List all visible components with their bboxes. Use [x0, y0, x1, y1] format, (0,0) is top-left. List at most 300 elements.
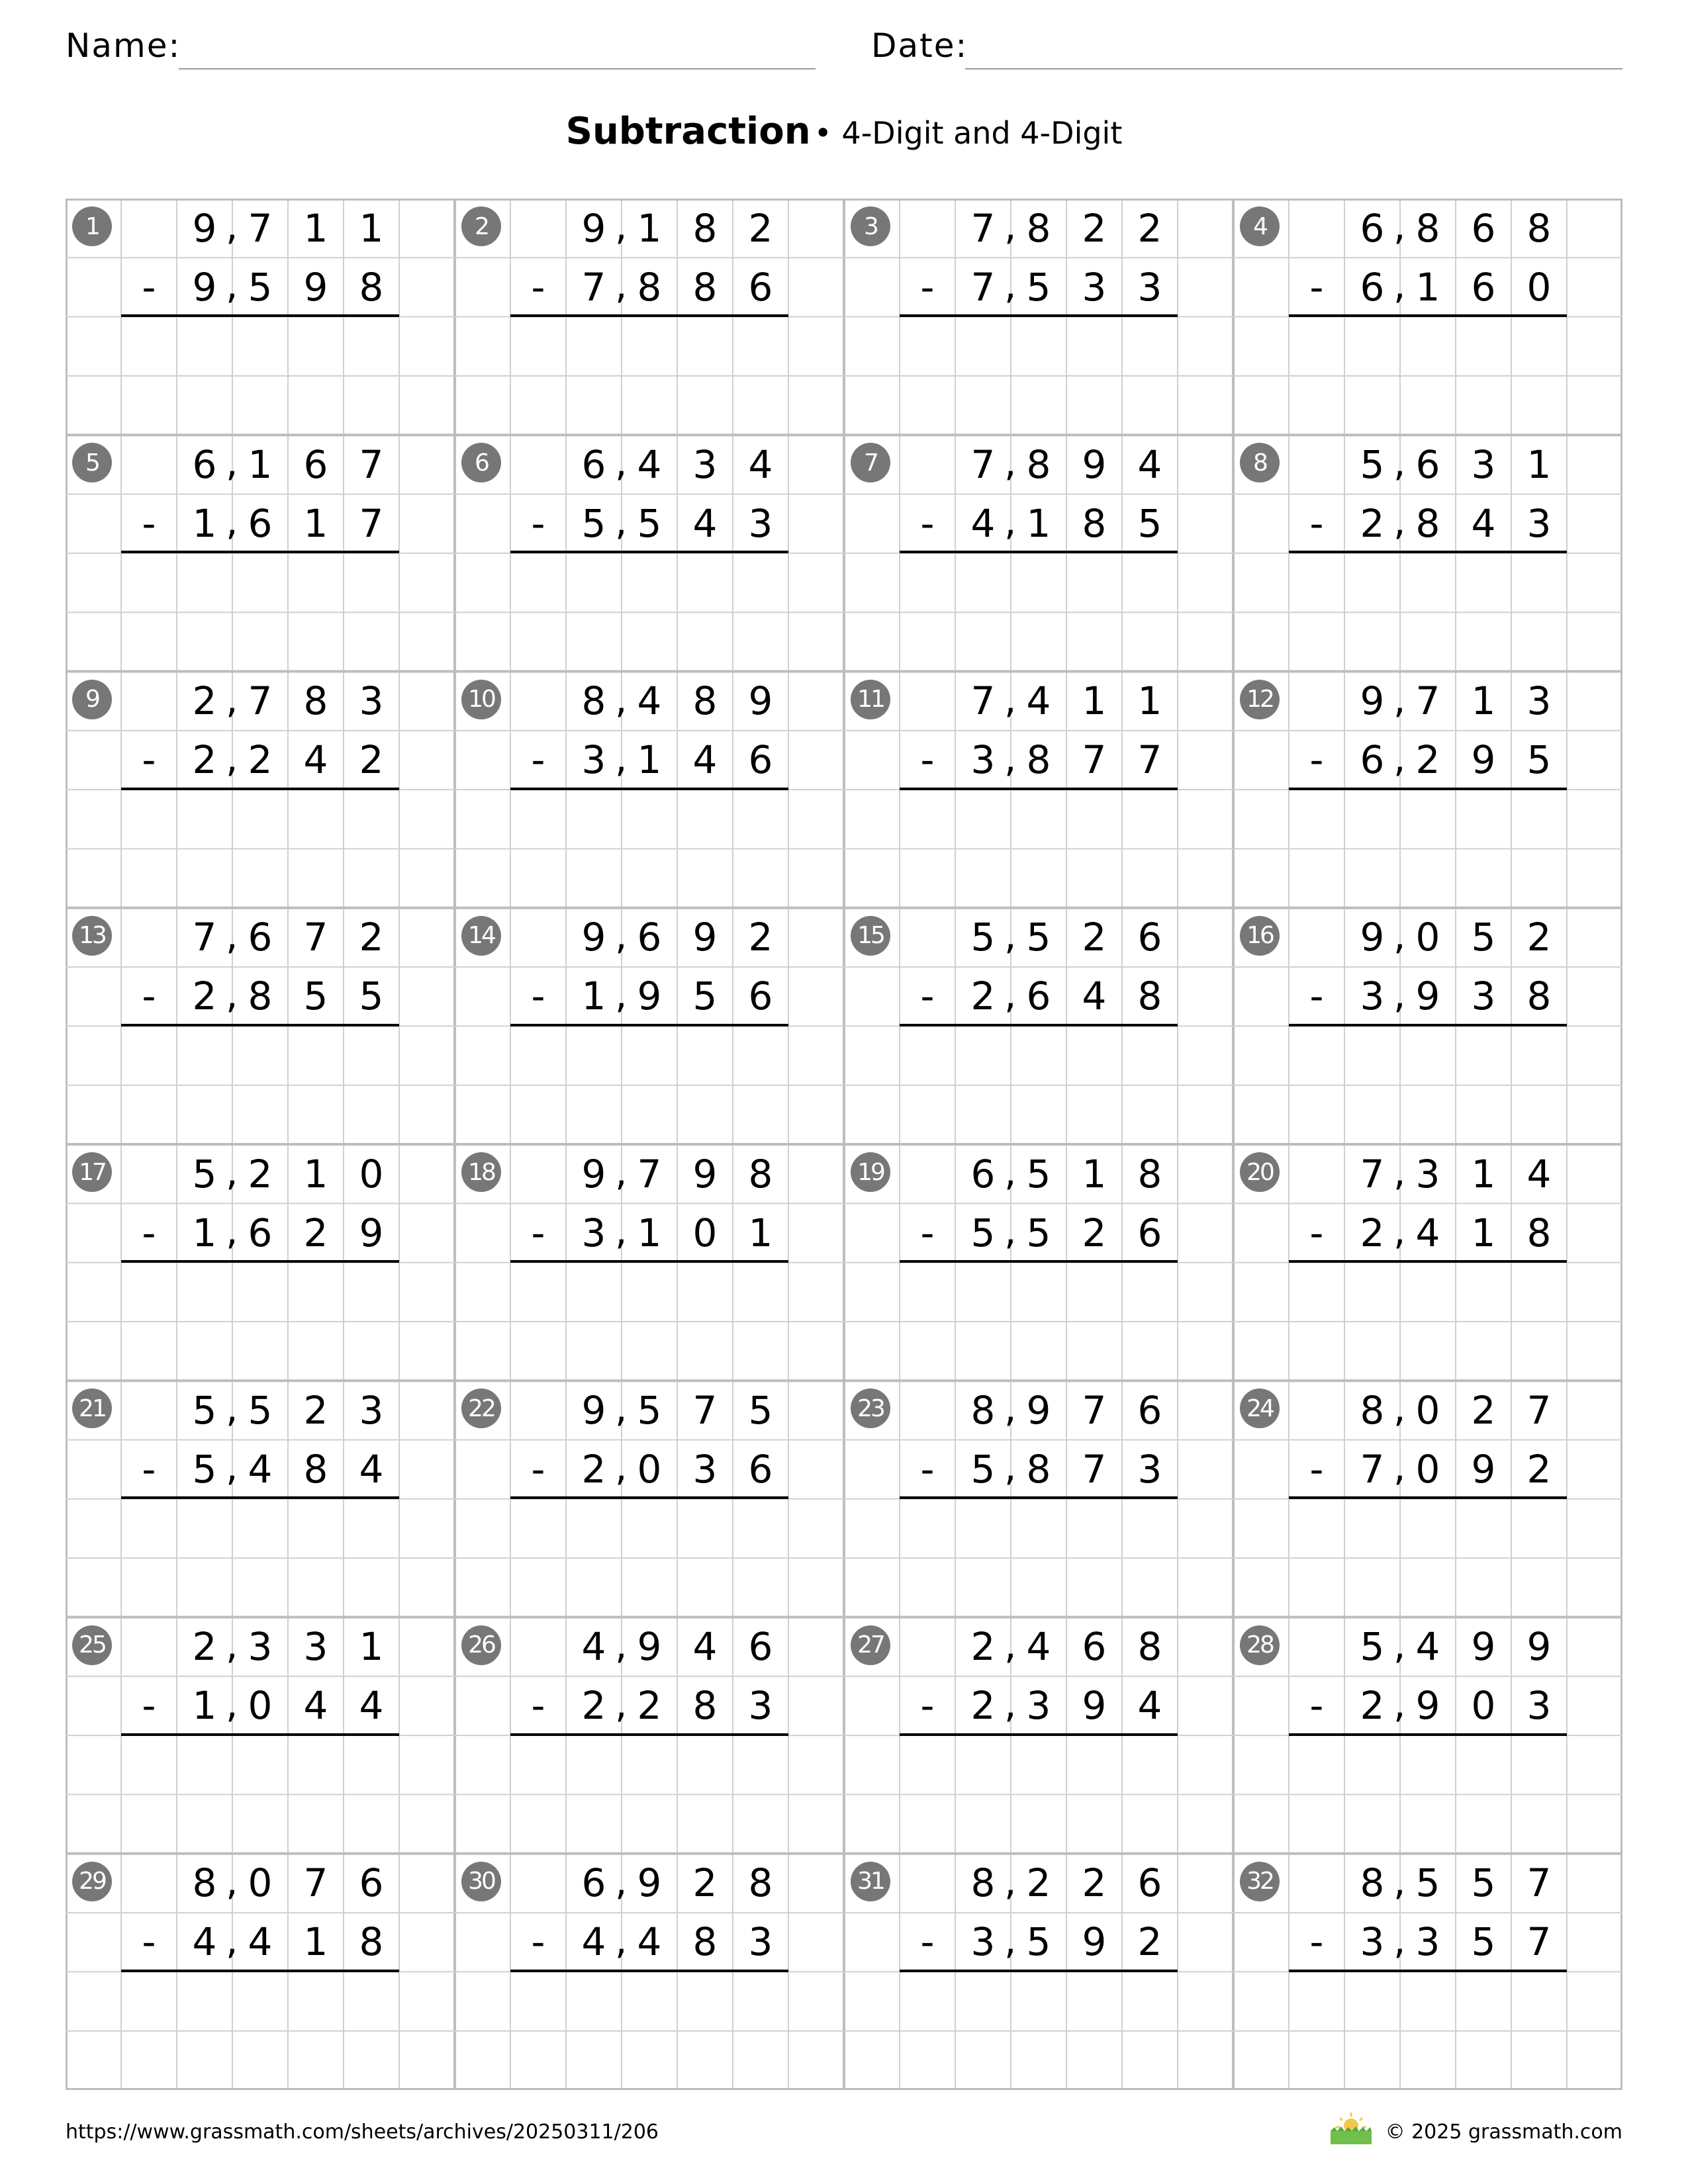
problem-21 — [66, 1381, 455, 1617]
digit: 6 — [359, 1860, 384, 1906]
digit: 9 — [1082, 1683, 1107, 1728]
digit: 0 — [1415, 1446, 1440, 1492]
subtrahend — [900, 967, 1178, 1026]
minus-sign: - — [531, 974, 545, 1019]
digit: 3 — [248, 1624, 273, 1669]
digit: 1 — [637, 1210, 662, 1255]
problem-number-badge: 16 — [1240, 916, 1280, 956]
digit: 1 — [1026, 500, 1051, 546]
digit: 1 — [581, 974, 606, 1019]
digit: 7 — [692, 1387, 718, 1433]
thousands-comma: , — [1004, 1917, 1017, 1963]
digit: 6 — [1137, 1387, 1162, 1433]
footer-url: https://www.grassmath.com/sheets/archives/20250311/206 — [66, 2120, 659, 2144]
digit: 5 — [692, 974, 718, 1019]
minuend — [121, 435, 399, 494]
problem-number-badge: 14 — [461, 916, 501, 956]
digit: 5 — [1137, 500, 1162, 546]
answer-area[interactable] — [121, 1973, 399, 2085]
digit: 5 — [303, 974, 328, 1019]
thousands-comma: , — [226, 1386, 238, 1432]
minuend — [1289, 1381, 1567, 1439]
digit: 9 — [303, 264, 328, 310]
digit: 8 — [359, 1919, 384, 1965]
answer-line — [1289, 314, 1567, 317]
digit: 6 — [1082, 1624, 1107, 1669]
answer-area[interactable] — [121, 791, 399, 903]
digit: 2 — [1137, 1919, 1162, 1965]
minuend — [510, 435, 788, 494]
minuend — [1289, 1854, 1567, 1913]
answer-area[interactable] — [121, 1027, 399, 1140]
answer-area[interactable] — [900, 1263, 1178, 1376]
minuend — [1289, 908, 1567, 967]
problem-20 — [1233, 1144, 1622, 1381]
digit: 7 — [1360, 1151, 1385, 1197]
digit: 2 — [192, 1624, 217, 1669]
answer-area[interactable] — [1289, 1973, 1567, 2085]
digit: 4 — [637, 441, 662, 487]
digit: 3 — [1471, 974, 1496, 1019]
thousands-comma: , — [226, 913, 238, 958]
minuend — [900, 435, 1178, 494]
minuend — [510, 1854, 788, 1913]
problem-number-badge: 9 — [72, 680, 112, 719]
answer-area[interactable] — [900, 1500, 1178, 1612]
minus-sign: - — [1309, 500, 1324, 546]
answer-area[interactable] — [1289, 318, 1567, 430]
digit: 6 — [581, 441, 606, 487]
thousands-comma: , — [1004, 913, 1017, 958]
name-label: Name: — [66, 26, 181, 65]
digit: 2 — [692, 1860, 718, 1906]
digit: 4 — [1526, 1151, 1552, 1197]
answer-line — [121, 1024, 399, 1026]
thousands-comma: , — [226, 972, 238, 1017]
title-sub: • 4-Digit and 4-Digit — [814, 115, 1123, 151]
problem-number-badge: 4 — [1240, 206, 1280, 246]
problem-number-badge: 15 — [851, 916, 890, 956]
digit: 1 — [359, 205, 384, 251]
problem-17 — [66, 1144, 455, 1381]
digit: 8 — [748, 1860, 773, 1906]
problem-10 — [455, 672, 844, 908]
digit: 2 — [1360, 500, 1385, 546]
minuend — [121, 199, 399, 257]
minus-sign: - — [1309, 974, 1324, 1019]
problem-8 — [1233, 435, 1622, 671]
answer-line — [510, 1733, 788, 1736]
digit: 7 — [970, 205, 996, 251]
digit: 8 — [1526, 974, 1552, 1019]
minus-sign: - — [531, 1210, 545, 1255]
answer-line — [510, 1970, 788, 1972]
digit: 4 — [581, 1624, 606, 1669]
minuend — [510, 1381, 788, 1439]
answer-area[interactable] — [510, 318, 788, 430]
digit: 7 — [1526, 1919, 1552, 1965]
digit: 5 — [970, 915, 996, 960]
digit: 1 — [1137, 678, 1162, 723]
digit: 9 — [1415, 974, 1440, 1019]
subtrahend — [900, 1913, 1178, 1972]
problem-5 — [66, 435, 455, 671]
digit: 3 — [1026, 1683, 1051, 1728]
digit: 9 — [1526, 1624, 1552, 1669]
answer-line — [900, 1970, 1178, 1972]
answer-area[interactable] — [900, 554, 1178, 666]
problem-27 — [844, 1617, 1233, 1854]
thousands-comma: , — [1004, 204, 1017, 249]
subtrahend — [510, 1203, 788, 1262]
digit: 8 — [1026, 737, 1051, 782]
subtrahend — [1289, 1913, 1567, 1972]
thousands-comma: , — [1393, 1386, 1406, 1432]
digit: 5 — [970, 1446, 996, 1492]
answer-line — [1289, 1970, 1567, 1972]
digit: 8 — [637, 264, 662, 310]
digit: 4 — [637, 1919, 662, 1965]
digit: 2 — [1526, 1446, 1552, 1492]
problem-number-badge: 2 — [461, 206, 501, 246]
thousands-comma: , — [615, 440, 628, 486]
digit: 7 — [970, 264, 996, 310]
answer-line — [900, 1496, 1178, 1499]
digit: 7 — [637, 1151, 662, 1197]
problem-19 — [844, 1144, 1233, 1381]
digit: 2 — [1082, 1210, 1107, 1255]
digit: 5 — [1360, 1624, 1385, 1669]
digit: 6 — [248, 915, 273, 960]
thousands-comma: , — [226, 1150, 238, 1195]
digit: 7 — [248, 205, 273, 251]
problem-6 — [455, 435, 844, 671]
digit: 9 — [692, 915, 718, 960]
thousands-comma: , — [615, 1208, 628, 1253]
digit: 6 — [748, 1624, 773, 1669]
digit: 1 — [359, 1624, 384, 1669]
digit: 1 — [748, 1210, 773, 1255]
thousands-comma: , — [226, 1858, 238, 1904]
answer-area[interactable] — [900, 1973, 1178, 2085]
problem-number-badge: 23 — [851, 1388, 890, 1428]
subtrahend — [121, 1913, 399, 1972]
answer-area[interactable] — [121, 318, 399, 430]
minus-sign: - — [142, 500, 156, 546]
answer-area[interactable] — [1289, 1737, 1567, 1849]
problem-number-badge: 30 — [461, 1862, 501, 1901]
digit: 5 — [1526, 737, 1552, 782]
minus-sign: - — [1309, 1919, 1324, 1965]
digit: 5 — [192, 1151, 217, 1197]
answer-area[interactable] — [510, 554, 788, 666]
digit: 8 — [692, 1919, 718, 1965]
thousands-comma: , — [1393, 263, 1406, 308]
digit: 7 — [1082, 1387, 1107, 1433]
subtrahend — [1289, 1439, 1567, 1498]
digit: 1 — [303, 205, 328, 251]
subtrahend — [1289, 731, 1567, 790]
digit: 1 — [1526, 441, 1552, 487]
digit: 4 — [581, 1919, 606, 1965]
answer-area[interactable] — [510, 1973, 788, 2085]
digit: 5 — [248, 264, 273, 310]
subtrahend — [121, 1676, 399, 1735]
thousands-comma: , — [1393, 440, 1406, 486]
thousands-comma: , — [226, 263, 238, 308]
thousands-comma: , — [1393, 913, 1406, 958]
answer-area[interactable] — [510, 791, 788, 903]
digit: 2 — [1415, 737, 1440, 782]
answer-area[interactable] — [510, 1500, 788, 1612]
digit: 3 — [1360, 1919, 1385, 1965]
minus-sign: - — [1309, 1446, 1324, 1492]
digit: 4 — [248, 1446, 273, 1492]
digit: 3 — [1360, 974, 1385, 1019]
digit: 1 — [303, 1151, 328, 1197]
minus-sign: - — [920, 1919, 935, 1965]
digit: 4 — [303, 737, 328, 782]
problem-number-badge: 11 — [851, 680, 890, 719]
subtrahend — [121, 494, 399, 553]
answer-area[interactable] — [1289, 554, 1567, 666]
digit: 3 — [748, 1683, 773, 1728]
problem-26 — [455, 1617, 844, 1854]
digit: 9 — [692, 1151, 718, 1197]
digit: 3 — [303, 1624, 328, 1669]
problem-number-badge: 8 — [1240, 443, 1280, 482]
digit: 6 — [1360, 737, 1385, 782]
answer-area[interactable] — [121, 1500, 399, 1612]
problem-number-badge: 21 — [72, 1388, 112, 1428]
answer-area[interactable] — [510, 1263, 788, 1376]
digit: 7 — [970, 441, 996, 487]
digit: 9 — [581, 205, 606, 251]
thousands-comma: , — [226, 1208, 238, 1253]
answer-line — [1289, 1260, 1567, 1263]
digit: 8 — [1415, 205, 1440, 251]
digit: 8 — [1137, 1624, 1162, 1669]
thousands-comma: , — [615, 263, 628, 308]
answer-area[interactable] — [1289, 1263, 1567, 1376]
digit: 5 — [970, 1210, 996, 1255]
answer-line — [121, 1970, 399, 1972]
thousands-comma: , — [226, 1917, 238, 1963]
digit: 4 — [1415, 1210, 1440, 1255]
minus-sign: - — [920, 1446, 935, 1492]
digit: 9 — [1082, 441, 1107, 487]
digit: 5 — [1026, 264, 1051, 310]
minuend — [900, 1144, 1178, 1203]
minus-sign: - — [920, 974, 935, 1019]
digit: 9 — [581, 915, 606, 960]
minus-sign: - — [531, 1446, 545, 1492]
minuend — [1289, 1617, 1567, 1676]
digit: 4 — [359, 1446, 384, 1492]
digit: 4 — [1026, 678, 1051, 723]
digit: 7 — [1082, 737, 1107, 782]
minuend — [121, 1381, 399, 1439]
problem-number-badge: 5 — [72, 443, 112, 482]
digit: 2 — [192, 678, 217, 723]
answer-area[interactable] — [510, 1027, 788, 1140]
problem-number-badge: 13 — [72, 916, 112, 956]
subtrahend — [121, 731, 399, 790]
problem-1 — [66, 199, 455, 435]
answer-area[interactable] — [121, 1737, 399, 1849]
minuend — [900, 1617, 1178, 1676]
digit: 6 — [1360, 205, 1385, 251]
answer-area[interactable] — [121, 1263, 399, 1376]
digit: 2 — [192, 974, 217, 1019]
problem-18 — [455, 1144, 844, 1381]
answer-area[interactable] — [121, 554, 399, 666]
subtrahend — [510, 1439, 788, 1498]
thousands-comma: , — [1393, 735, 1406, 781]
minus-sign: - — [531, 1683, 545, 1728]
digit: 3 — [748, 1919, 773, 1965]
digit: 7 — [1526, 1387, 1552, 1433]
subtrahend — [510, 731, 788, 790]
digit: 2 — [248, 1151, 273, 1197]
digit: 3 — [581, 737, 606, 782]
digit: 5 — [192, 1446, 217, 1492]
digit: 0 — [692, 1210, 718, 1255]
thousands-comma: , — [1004, 1150, 1017, 1195]
problem-13 — [66, 908, 455, 1144]
digit: 8 — [970, 1387, 996, 1433]
digit: 7 — [1137, 737, 1162, 782]
digit: 7 — [1082, 1446, 1107, 1492]
digit: 8 — [303, 678, 328, 723]
digit: 2 — [970, 974, 996, 1019]
answer-line — [510, 1024, 788, 1026]
thousands-comma: , — [1004, 1208, 1017, 1253]
problem-number-badge: 20 — [1240, 1152, 1280, 1192]
digit: 7 — [248, 678, 273, 723]
digit: 2 — [637, 1683, 662, 1728]
problem-12 — [1233, 672, 1622, 908]
digit: 1 — [1415, 264, 1440, 310]
answer-area[interactable] — [1289, 1500, 1567, 1612]
digit: 1 — [1471, 678, 1496, 723]
answer-area[interactable] — [1289, 1027, 1567, 1140]
minuend — [510, 1144, 788, 1203]
digit: 5 — [1415, 1860, 1440, 1906]
problem-28 — [1233, 1617, 1622, 1854]
digit: 9 — [1360, 915, 1385, 960]
thousands-comma: , — [1004, 1445, 1017, 1490]
answer-area[interactable] — [1289, 791, 1567, 903]
thousands-comma: , — [615, 972, 628, 1017]
digit: 4 — [1415, 1624, 1440, 1669]
thousands-comma: , — [1004, 972, 1017, 1017]
digit: 9 — [1471, 737, 1496, 782]
digit: 2 — [970, 1683, 996, 1728]
problem-23 — [844, 1381, 1233, 1617]
digit: 8 — [970, 1860, 996, 1906]
thousands-comma: , — [615, 676, 628, 722]
thousands-comma: , — [1393, 499, 1406, 545]
digit: 4 — [192, 1919, 217, 1965]
digit: 6 — [1360, 264, 1385, 310]
minuend — [900, 672, 1178, 731]
subtrahend — [510, 967, 788, 1026]
subtrahend — [900, 731, 1178, 790]
problem-number-badge: 24 — [1240, 1388, 1280, 1428]
answer-area[interactable] — [900, 1027, 1178, 1140]
digit: 5 — [1471, 1860, 1496, 1906]
minus-sign: - — [142, 1446, 156, 1492]
answer-line — [510, 788, 788, 790]
minuend — [121, 1854, 399, 1913]
thousands-comma: , — [226, 440, 238, 486]
answer-area[interactable] — [510, 1737, 788, 1849]
digit: 6 — [1137, 1210, 1162, 1255]
date-line[interactable] — [965, 68, 1622, 69]
digit: 8 — [1360, 1387, 1385, 1433]
digit: 4 — [692, 1624, 718, 1669]
date-label: Date: — [871, 26, 968, 65]
digit: 3 — [748, 500, 773, 546]
answer-area[interactable] — [900, 1737, 1178, 1849]
digit: 2 — [1137, 205, 1162, 251]
title-main: Subtraction — [565, 110, 811, 153]
thousands-comma: , — [1393, 1150, 1406, 1195]
problem-7 — [844, 435, 1233, 671]
thousands-comma: , — [1393, 1208, 1406, 1253]
digit: 9 — [637, 1624, 662, 1669]
digit: 1 — [637, 737, 662, 782]
minus-sign: - — [142, 1919, 156, 1965]
digit: 3 — [1415, 1151, 1440, 1197]
digit: 7 — [359, 441, 384, 487]
digit: 1 — [192, 1210, 217, 1255]
name-line[interactable] — [179, 68, 816, 69]
digit: 7 — [303, 1860, 328, 1906]
answer-line — [510, 1260, 788, 1263]
answer-area[interactable] — [900, 318, 1178, 430]
digit: 9 — [1415, 1683, 1440, 1728]
thousands-comma: , — [226, 676, 238, 722]
thousands-comma: , — [1393, 1917, 1406, 1963]
digit: 3 — [1526, 1683, 1552, 1728]
answer-line — [121, 551, 399, 553]
minuend — [900, 199, 1178, 257]
digit: 0 — [248, 1860, 273, 1906]
minus-sign: - — [142, 1683, 156, 1728]
digit: 8 — [692, 264, 718, 310]
digit: 9 — [1471, 1446, 1496, 1492]
digit: 5 — [1360, 441, 1385, 487]
minus-sign: - — [1309, 1210, 1324, 1255]
thousands-comma: , — [615, 913, 628, 958]
minuend — [510, 672, 788, 731]
thousands-comma: , — [1393, 1445, 1406, 1490]
problem-22 — [455, 1381, 844, 1617]
digit: 1 — [637, 205, 662, 251]
thousands-comma: , — [226, 735, 238, 781]
subtrahend — [1289, 1676, 1567, 1735]
digit: 1 — [303, 500, 328, 546]
answer-area[interactable] — [900, 791, 1178, 903]
digit: 0 — [1415, 1387, 1440, 1433]
digit: 6 — [192, 441, 217, 487]
digit: 2 — [1526, 915, 1552, 960]
thousands-comma: , — [615, 499, 628, 545]
thousands-comma: , — [1004, 1681, 1017, 1727]
problem-grid — [66, 199, 1622, 2090]
